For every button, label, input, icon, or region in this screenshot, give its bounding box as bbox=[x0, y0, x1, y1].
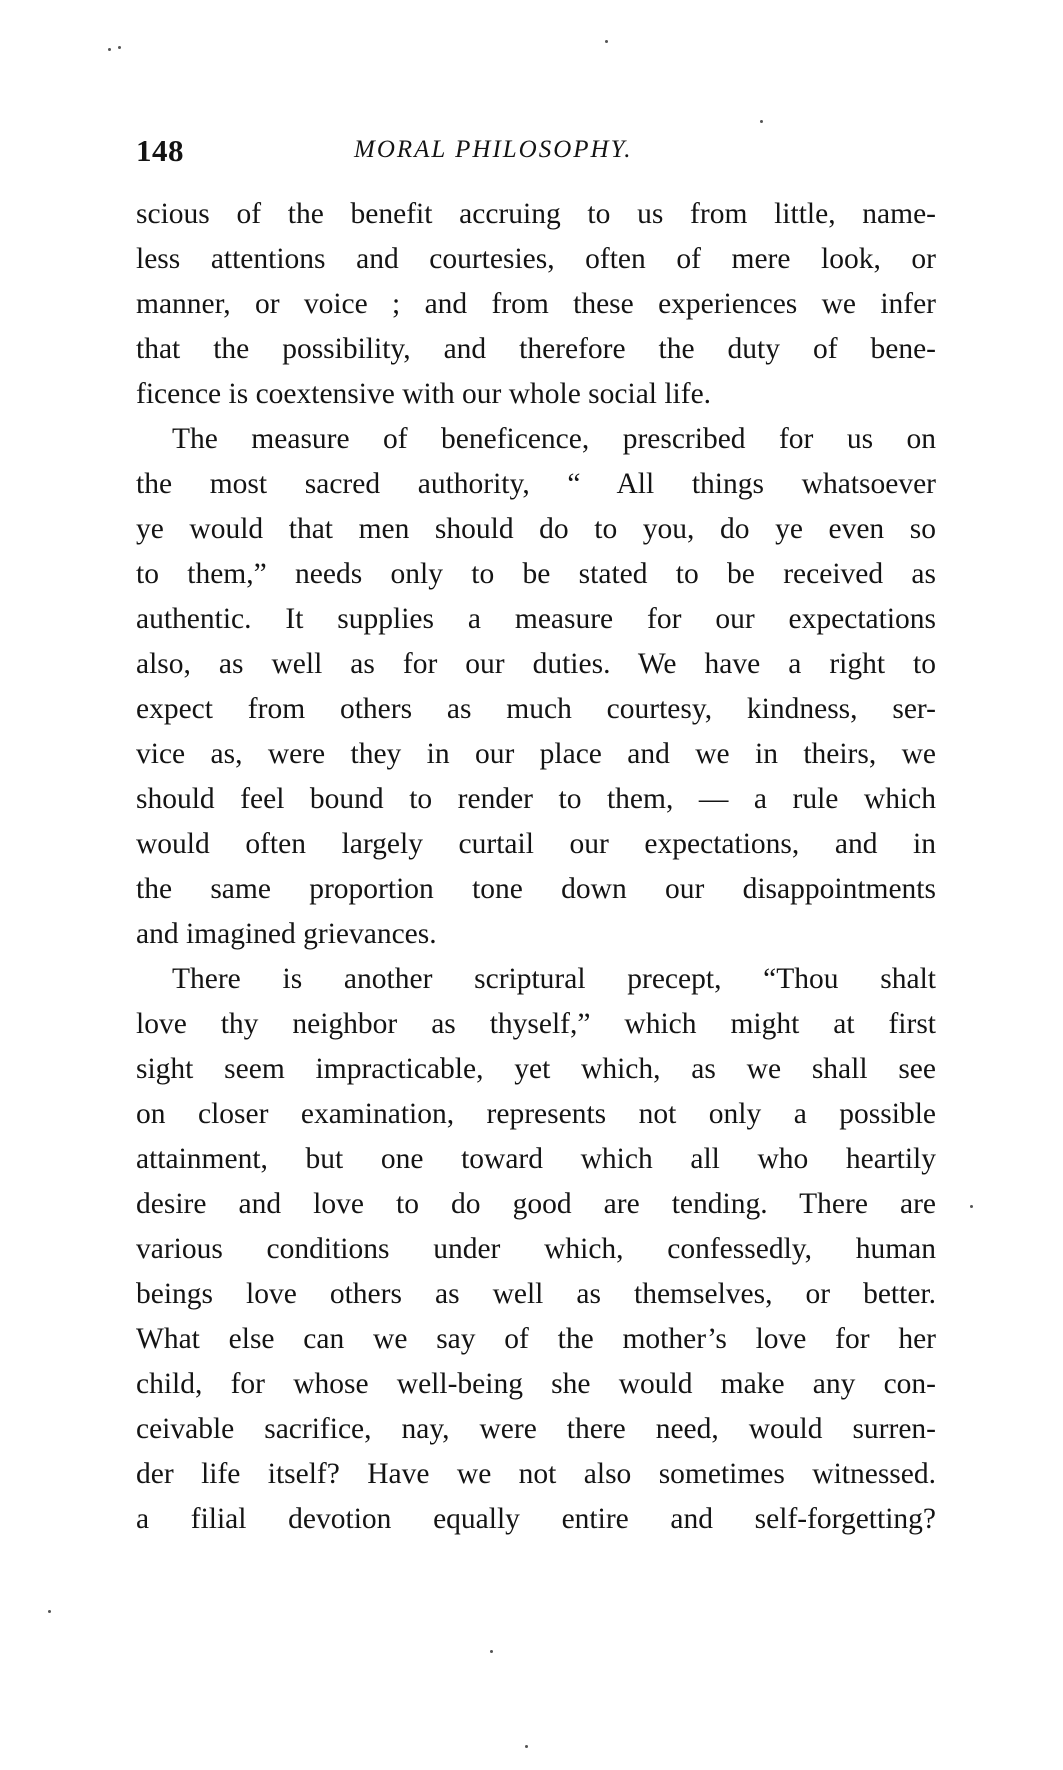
text-line: to them,” needs only to be stated to be received as bbox=[136, 558, 936, 590]
text-line: ye would that men should do to you, do ye even so bbox=[136, 513, 936, 545]
text-line: would often largely curtail our expectations, and in bbox=[136, 828, 936, 860]
text-line: scious of the benefit accruing to us from little, name- bbox=[136, 198, 936, 230]
scan-speck bbox=[118, 46, 121, 49]
text-line: What else can we say of the mother’s love for her bbox=[136, 1323, 936, 1355]
text-line: sight seem impracticable, yet which, as we shall see bbox=[136, 1053, 936, 1085]
text-line: child, for whose well-being she would make any con- bbox=[136, 1368, 936, 1400]
text-line: der life itself? Have we not also sometimes witnessed. bbox=[136, 1458, 936, 1490]
scan-speck bbox=[525, 1745, 528, 1748]
running-title: MORAL PHILOSOPHY. bbox=[354, 136, 633, 163]
text-line: also, as well as for our duties. We have a right to bbox=[136, 648, 936, 680]
text-line: The measure of beneficence, prescribed for us on bbox=[172, 423, 936, 455]
text-line: ceivable sacrifice, nay, were there need, would surren- bbox=[136, 1413, 936, 1445]
text-line: less attentions and courtesies, often of mere look, or bbox=[136, 243, 936, 275]
text-line: the most sacred authority, “ All things whatsoever bbox=[136, 468, 936, 500]
text-line: ficence is coextensive with our whole social life. bbox=[136, 378, 712, 410]
text-line: expect from others as much courtesy, kindness, ser- bbox=[136, 693, 936, 725]
text-line: vice as, were they in our place and we in theirs, we bbox=[136, 738, 936, 770]
text-line: should feel bound to render to them, — a rule which bbox=[136, 783, 936, 815]
text-line: attainment, but one toward which all who heartily bbox=[136, 1143, 936, 1175]
scan-speck bbox=[108, 48, 111, 51]
text-line: There is another scriptural precept, “Thou shalt bbox=[172, 963, 936, 995]
text-line: love thy neighbor as thyself,” which might at first bbox=[136, 1008, 936, 1040]
text-line: that the possibility, and therefore the duty of bene- bbox=[136, 333, 936, 365]
text-line: the same proportion tone down our disappointments bbox=[136, 873, 936, 905]
page-number: 148 bbox=[136, 133, 184, 168]
scan-speck bbox=[490, 1650, 493, 1653]
text-line: authentic. It supplies a measure for our expectations bbox=[136, 603, 936, 635]
scan-speck bbox=[970, 1205, 973, 1208]
scan-speck bbox=[48, 1610, 51, 1613]
text-line: desire and love to do good are tending. There are bbox=[136, 1188, 936, 1220]
text-line: on closer examination, represents not only a possible bbox=[136, 1098, 936, 1130]
text-line: beings love others as well as themselves, or better. bbox=[136, 1278, 936, 1310]
body-text bbox=[136, 192, 936, 1542]
text-line: manner, or voice ; and from these experiences we infer bbox=[136, 288, 936, 320]
text-line: and imagined grievances. bbox=[136, 918, 437, 950]
text-line: various conditions under which, confessedly, human bbox=[136, 1233, 936, 1265]
page-header bbox=[136, 133, 936, 173]
text-line: a filial devotion equally entire and self-forgetting? bbox=[136, 1503, 936, 1535]
scan-speck bbox=[760, 120, 763, 123]
scan-speck bbox=[605, 40, 608, 43]
